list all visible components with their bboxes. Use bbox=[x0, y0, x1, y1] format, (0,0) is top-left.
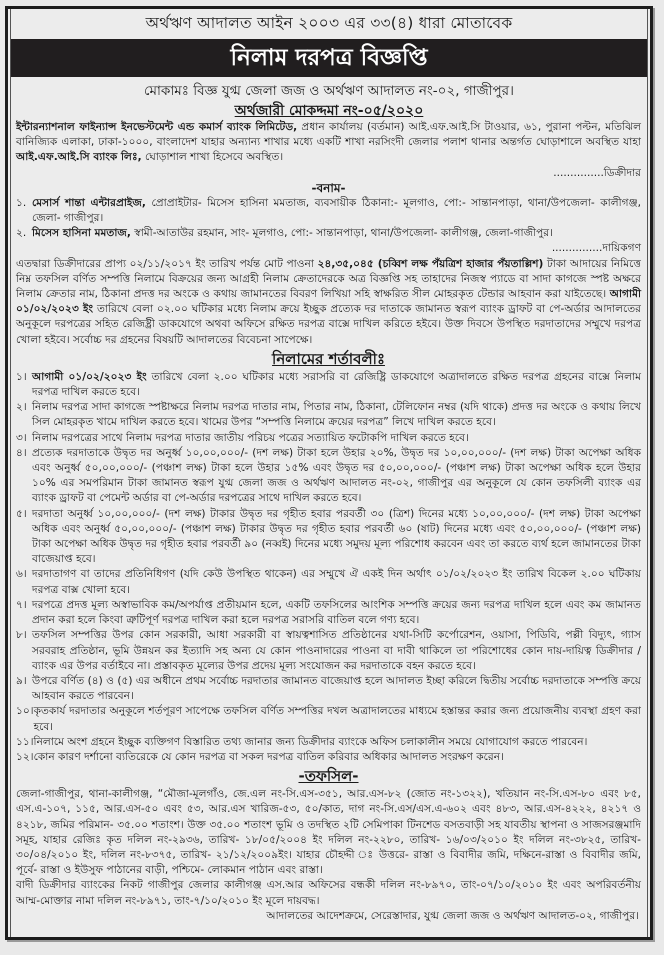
term-text: নিলাম দরপত্রের সাথে নিলাম দরপত্র দাতার জাতীয় পরিচয় পত্রের সত্যায়িত ফটোকপি দাখিল করতে হবে। bbox=[32, 431, 469, 444]
decree-holder: ইন্টারন্যাশনাল ফাইন্যান্স ইনভেস্টমেন্ট এন্ড কমার্স ব্যাংক লিমিটেড, প্রধান কার্যালয় (বর্তমান) আই.এফ.আই.সি টাওয়ার, ৬১, পুরানা পল্টন, মতিঝিল বানিজ্যিক এলাকা, ঢাকা-১০০০, বাংলাদেশ যাহার অন্যান্য শাখার মধ্যে একটি শাখা নরসিংদী জেলার পলাশ থানার অন্তর্গত ঘোড়াশালে অবস্থিত যাহা আই.এফ.আই.সি ব্যাংক লিঃ, ঘোড়াশাল শাখা হিসেবে অবস্থিত। bbox=[16, 121, 641, 164]
term-text: তফসিল সম্পত্তির উপর কোন সরকারী, আধা সরকারী বা স্বায়ত্বশাসিত প্রতিষ্ঠানের যথা-সিটি কর্পোরেশন, ওয়াসা, পিডিবি, পল্লী বিদ্যুৎ, গ্যাস সরবরাহ প্রতিষ্ঠান, ভূমি উন্নয়ন কর ইত্যাদি সহ অন্য যে কোন পাওনাদারের পাওনা বা দাবী থাকিলে তা পরিশোধের কোন দায়-দায়িত্ব ডিক্রীদার /ব্যাংক এর উপর বর্তাইবে না। প্রস্তাবকৃত মূল্যের উপর প্রদেয় মূল্য সংযোজন কর দরদাতাকে বহন করতে হবে। bbox=[32, 629, 641, 672]
term-item bbox=[16, 598, 641, 628]
term-item bbox=[16, 567, 641, 597]
debtor-name: মেসার্স শান্তা এন্টারপ্রাইজ, bbox=[32, 196, 146, 209]
decree-holder-role: ...............ডিক্রীদার bbox=[553, 166, 641, 179]
term-item bbox=[16, 750, 641, 765]
signature: আদালতের আদেশক্রমে, সেরেস্তাদার, যুগ্ম জেলা জজ ও অর্থঋণ আদালত-০২, গাজীপুর। bbox=[266, 909, 639, 922]
term-text: আগামী ০১/০২/২০২৩ ইং তারিখে বেলা ২.০০ ঘটিকার মধ্যে সরাসরি বা রেজিষ্ট্রি ডাকযোগে অত্রাদালতে রক্ষিত দরপত্র গ্রহনের বাক্সে নিলাম দরপত্র দাখিল করতে হবে। bbox=[32, 370, 641, 399]
intro-paragraph: এতদ্বারা ডিক্রীদারের প্রাপ্য ০২/১১/২০১৭ ইং তারিখ পর্যন্ত মোট পাওনা ২৪,৩৫,০৪৫ (চব্বিশ লক্ষ পঁয়ত্রিশ হাজার পঁয়তাল্লিশ) টাকা আদায়ের নিমিত্তে নিম্ন তফসিল বর্ণিত সম্পত্তি নিলামে বিক্রয়ের জন্য আগ্রহী নিলাম ক্রেতাদেরকে অত্র বিজ্ঞপ্তি সহ তাহাদের নিজস্ব প্যাডে বা সাদা কাগজে স্পষ্ট অক্ষরে নিলাম ক্রেতার নাম, ঠিকানা প্রদত্ত দর অংকে ও কথায় জামানতের বিবরণ লিখিয়া সহি স্বাক্ষরিত সীল মোহরকৃত টেন্ডার আহবান করা যাইতেছে। আগামী ০১/০২/২০২৩ ইং তারিখে বেলা ০২.০০ ঘটিকার মধ্যে নিলাম ক্রয়ে ইচ্ছুক প্রত্যেক দর দাতাকে জামানত স্বরূপ ব্যাংক ড্রাফট বা পে-অর্ডার আদালতের অনুকূলে দরপত্রের সহিত রেজিষ্ট্রী ডাকযোগে অথবা অফিসে রক্ষিত দরপত্র বাক্সে দাখিল করিতে হইবে। উক্ত দিবসে উপস্থিত দরদাতাদের সম্মুখে দরপত্র খোলা হইবে। সর্বোচ্চ দর গ্রহনের বিষয়টি আদালতের বিবেচনা সাপেক্ষে। bbox=[16, 257, 641, 346]
term-number: ১। bbox=[16, 370, 27, 383]
term-number: ৯। bbox=[16, 674, 27, 687]
term-number: ৭। bbox=[16, 598, 27, 611]
term-number: ৮। bbox=[16, 629, 27, 642]
term-number: ২। bbox=[16, 401, 27, 414]
term-number: ৩। bbox=[16, 431, 27, 444]
notice-inner bbox=[10, 9, 648, 937]
term-item bbox=[16, 735, 641, 750]
due-amount: ২৪,৩৫,০৪৫ (চব্বিশ লক্ষ পঁয়ত্রিশ হাজার পঁয়তাল্লিশ) bbox=[317, 257, 544, 270]
debtors-role: ...............দায়িকগণ bbox=[551, 242, 641, 255]
term-item bbox=[16, 370, 641, 400]
term-item bbox=[16, 704, 641, 734]
decree-holder-name: ইন্টারন্যাশনাল ফাইন্যান্স ইনভেস্টমেন্ট এন্ড কমার্স ব্যাংক লিমিটেড, bbox=[16, 121, 298, 133]
notice-frame bbox=[5, 6, 653, 940]
court-venue: মোকামঃ বিজ্ঞ যুগ্ম জেলা জজ ও অর্থঋণ আদালত নং-০২, গাজীপুর। bbox=[144, 83, 514, 99]
term-item bbox=[16, 674, 641, 704]
term-item bbox=[16, 446, 641, 507]
tender-date: আগামী ০১/০২/২০২৩ ইং bbox=[16, 288, 641, 316]
terms-heading: নিলামের শর্তাবলীঃ bbox=[272, 349, 385, 368]
term-text: উপরে বর্ণিত (৪) ও (৫) এর অধীনে প্রথম সর্বোচ্চ দরদাতার জামানত বাজেয়াপ্ত হলে আদালত ইচ্ছা করিলে দ্বিতীয় সর্বোচ্চ দরদাতাকে সম্পত্তি ক্রয়ে আহবান করতে পারবেন। bbox=[32, 674, 641, 703]
term-text: দরদাতা অনুর্ধ্ব ১০,০০,০০০/- (দশ লক্ষ) টাকার উদ্বৃত দর গৃহীত হবার পরবর্তী ৩০ (ত্রিশ) দিনের মধ্যে ১০,০০,০০০/- (দশ লক্ষ) টাকা অপেক্ষা অধিক এবং অনুর্ধ্ব ৫০,০০,০০০/- (পঞ্চাশ লক্ষ) টাকার উদ্বৃত দর গৃহীত হবার পরবর্তী ৬০ (ষাট) দিনের মধ্যে এবং ৫০,০০,০০০/- (পঞ্চাশ লক্ষ) টাকা অপেক্ষা অধিক উদ্বৃত দর গৃহীত হবার পরবর্তী ৯০ (নব্বই) দিনের মধ্যে সমুদয় মূল্য পরিশোধ করবেন এবং তা করতে ব্যর্থ হলে জামানতের টাকা বাজেয়াপ্ত হবে। bbox=[32, 507, 641, 566]
term-item bbox=[16, 507, 641, 568]
debtor-name: মিসেস হাসিনা মমতাজ, bbox=[32, 227, 131, 240]
term-number: ৫। bbox=[16, 507, 27, 520]
term-text: কোন কারণ দর্শানো ব্যতিরেকে যে কোন দরপত্র বা সকল দরপত্র বাতিল করিবার অধিকার আদালত সংরক্ষণ করেন। bbox=[33, 750, 504, 763]
schedule-text: জেলা-গাজীপুর, থানা-কালীগঞ্জ, “মৌজা-মূলগাঁও, জে.এল নং-সি.এস-৩৫১, আর.এস-৮২ (জোত নং-১৩২২), খতিয়ান নং-সি.এস-৮০ এবং ৮৫, এস.এ-১০৭, ১১৫, আর.এস-৫০ এবং ৫৩, আর.এস খারিজ-৫৩, ৫০/কাত, দাগ নং-সি.এস/এস.এ-৬০২ এবং ৪৮৩, আর.এস-৪২২২, ৪২১৭ ও ৪২১৮, জমির পরিমান- ৩৫.০০ শতাংশ। উক্ত ৩৫.০০ শতাংশ ভূমি ও তদস্থিত ২টি সেমিপাকা টিনশেড বসতবাড়ী সহ যাবতীয় স্থাপনা ও সাজসরঞ্জমাদি সমূহ, যাহার রেজিঃ কৃত দলিল নং-২৯৩৬, তারিখ- ১৮/০৫/২০০৪ ইং দলিল নং-২২৮০, তারিখ- ১৬/০৩/২০১০ ইং দলিল নং-৩৮২৫, তারিখ- ৩০/০৪/২০১০ ইং, দলিল নং-৮৩৭৫, তারিখ- ২১/১২/২০০৯ইং। যাহার চৌহদ্দী ঃ উত্তরে- রাস্তা ও বিবাদীর জমি, দক্ষিনে-রাস্তা ও বিবাদীর জমি, পূর্বে- রাস্তা ও ইউসুফ পাঠানের বাড়ী, পশ্চিমে- লোকমান পাঠান এবং রাস্তা। bbox=[16, 788, 641, 877]
term-item bbox=[16, 628, 641, 674]
mortgage-text: বাদী ডিক্রীদার ব্যাংকের নিকট গাজীপুর জেলার কালীগঞ্জ এস.আর অফিসের বন্ধকী দলিল নং-৮৯৭০, তাং-০৭/১০/২০১০ ইং এবং অপরিবর্তনীয় আম্ম-মোক্তার নামা দলিল নং-৮৯৭১, তাং-৭/১০/২০১০ ইং মূলে দায়বদ্ধ। bbox=[16, 879, 641, 907]
case-number: অর্থজারী মোকদ্দমা নং-০৫/২০২০ bbox=[234, 103, 424, 119]
term-item bbox=[16, 400, 641, 430]
term-number: ১১। bbox=[16, 735, 34, 748]
term-item bbox=[16, 431, 641, 446]
term-text: কৃতকার্য দরদাতার অনুকূলে শর্তপূরণ সাপেক্ষে তফসিল বর্ণিত সম্পত্তির দখল অত্রাদালতের মাধ্যমে হস্তান্তর করার জন্য প্রয়োজনীয় ব্যবস্থা গ্রহণ করা হবে। bbox=[33, 705, 641, 733]
notice-title: নিলাম দরপত্র বিজ্ঞপ্তি bbox=[11, 39, 647, 77]
schedule-heading: -তফসিল- bbox=[298, 767, 359, 786]
term-number: ৪। bbox=[16, 446, 27, 459]
debtor-item: ২. মিসেস হাসিনা মমতাজ, স্বামী-আতাউর রহমান, সাং- মূলগাও, পো:- সান্তানপাড়া, থানা/উপজেলা- কালীগঞ্জ, জেলা-গাজীপুর। bbox=[16, 227, 553, 240]
branch-name: আই.এফ.আই.সি ব্যাংক লিঃ, bbox=[16, 151, 142, 164]
notice-body bbox=[11, 120, 647, 924]
term-text: দরপত্রে প্রদত্ত মূল্য অস্বাভাবিক কম/অপর্যাপ্ত প্রতীয়মান হলে, একটি তফসিলের আংশিক সম্পত্তি ক্রয়ের জন্য দরপত্র দাখিল হলে এবং কম জামানত প্রদান করা হলে কিংবা ত্রুটিপূর্ণ দরপত্র দাখিল করা হলে দরপত্র সরাসরি বাতিল বলে গণ্য হবে। bbox=[32, 598, 641, 627]
debtor-item: ১. মেসার্স শান্তা এন্টারপ্রাইজ, প্রোপ্রাইটার- মিসেস হাসিনা মমতাজ, ব্যবসায়ীক ঠিকানা:- মূলগাও, পো:- সান্তানপাড়া, থানা/উপজেলা- কালীগঞ্জ, জেলা- গাজীপুর। bbox=[16, 196, 642, 225]
versus-label: -বনাম- bbox=[311, 180, 346, 195]
term-text: নিলাম দরপত্র সাদা কাগজে স্পষ্টাক্ষরে নিলাম দরপত্র দাতার নাম, পিতার নাম, ঠিকানা, টেলিফোন নম্বর (যদি থাকে) প্রদত্ত দর অংকে ও কথায় লিখে সিল মোহরকৃত খামে দাখিল করতে হবে। খামের উপর “সম্পত্তি নিলামে ক্রয়ের দরপত্র” লিখে দাখিল করতে হবে। bbox=[32, 401, 641, 429]
term-text: প্রত্যেক দরদাতাকে উদ্বৃত দর অনুর্ধ্ব ১০,০০,০০০/- (দশ লক্ষ) টাকা হলে উহার ২০%, উদ্বৃত দর ১০,০০,০০০/- (দশ লক্ষ) টাকা অপেক্ষা অধিক এবং অনুর্ধ্ব ৫০,০০,০০০/- (পঞ্চাশ লক্ষ) টাকা হলে উহার ১৫% এবং উদ্বৃত দর ৫০,০০,০০০/- (পঞ্চাশ লক্ষ) টাকা অপেক্ষা অধিক হলে উহার ১০% এর সমপরিমান টাকা জামানত স্বরূপ যুগ্ম জেলা জজ ও অর্থঋণ আদালত নং-০২, গাজীপুর এর অনুকূলে যে কোন তফসিলী ব্যাংক এর ব্যাংক ড্রাফট বা পেমেন্ট অর্ডার বা পে-অর্ডার দরপত্রের সাথে দাখিল করতে হবে। bbox=[32, 446, 641, 505]
term-text: নিলামে অংশ গ্রহনে ইচ্ছুক ব্যক্তিগণ বিস্তারিত তথ্য জানার জন্য ডিক্রীদার ব্যাংকে অফিস চলাকালীন সময়ে যোগাযোগ করতে পারবেন। bbox=[33, 735, 588, 748]
law-reference: অর্থঋণ আদালত আইন ২০০৩ এর ৩৩(৪) ধারা মোতাবেক bbox=[145, 14, 513, 32]
term-number: ১২। bbox=[16, 750, 34, 763]
term-number: ১০। bbox=[16, 705, 34, 718]
terms-list bbox=[16, 370, 641, 765]
term-number: ৬। bbox=[16, 568, 27, 581]
term-text: দরদাতাগণ বা তাদের প্রতিনিধিগণ (যদি কেউ উপস্থিত থাকেন) এর সম্মুখে ঐ একই দিন অর্থাৎ ০১/০২/২০২৩ ইং তারিখ বিকেল ২.০০ ঘটিকায় দরপত্র বাক্স খোলা হবে। bbox=[32, 568, 641, 596]
